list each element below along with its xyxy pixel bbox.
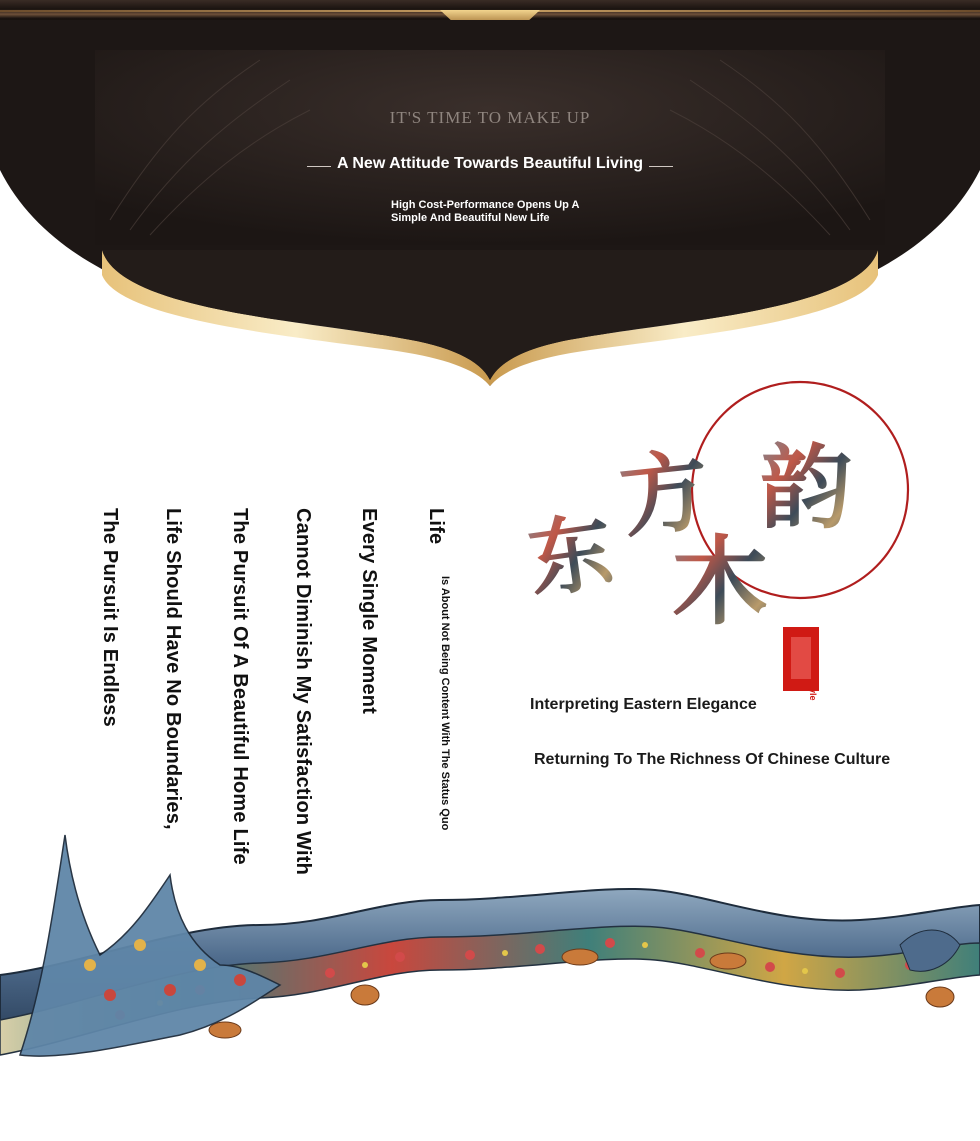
calligraphy-char-mu: 木 (672, 526, 768, 638)
poem-line-no-boundaries: Life Should Have No Boundaries, (162, 508, 184, 830)
seal-stamp-inner (791, 637, 811, 679)
poem-line-cannot-diminish: Cannot Diminish My Satisfaction With (292, 508, 314, 876)
seal-tag-text: yle (808, 688, 818, 701)
header-title: A New Attitude Towards Beautiful Living (331, 155, 649, 173)
caption-eastern-elegance: Interpreting Eastern Elegance (530, 694, 757, 716)
poem-line-pursuit-home: The Pursuit Of A Beautiful Home Life (229, 508, 251, 865)
header-subtitle (391, 199, 621, 225)
calligraphy-char-dong: 东 (522, 501, 620, 611)
seal-stamp (783, 627, 819, 691)
header-tagline: IT'S TIME TO MAKE UP (389, 108, 591, 127)
calligraphy-block (520, 380, 910, 640)
header-subtitle-line1: High Cost-Performance Opens Up A (391, 199, 580, 211)
calligraphy-char-fang: 方 (615, 438, 714, 550)
poem-line-every-moment: Every Single Moment (358, 508, 380, 715)
caption-chinese-culture: Returning To The Richness Of Chinese Culture (534, 749, 890, 771)
poem-line-life: Life (425, 508, 447, 545)
header-title-wrap (0, 155, 980, 173)
poem-line-status-quo: Is About Not Being Content With The Status Quo (439, 576, 451, 831)
temple-roof-illustration (0, 815, 980, 1075)
poem-line-endless: The Pursuit Is Endless (99, 508, 121, 727)
calligraphy-char-yun: 韵 (760, 435, 853, 542)
header-subtitle-line2: Simple And Beautiful New Life (391, 212, 550, 224)
